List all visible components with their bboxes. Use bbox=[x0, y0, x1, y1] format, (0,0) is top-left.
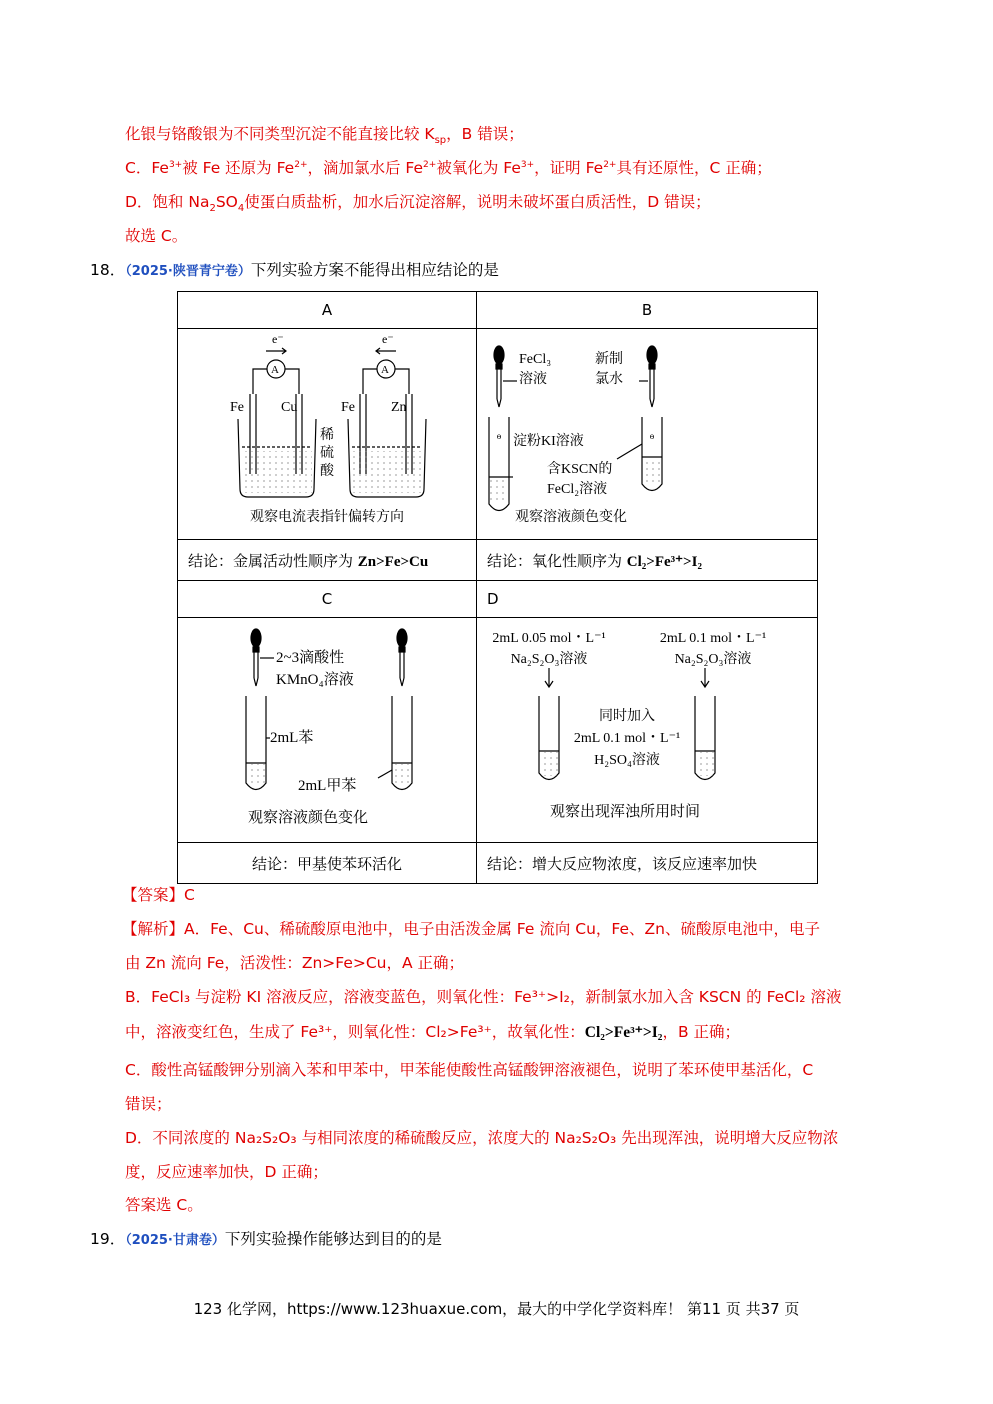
svg-text:2mL苯: 2mL苯 bbox=[270, 730, 314, 746]
question-text: 下列实验方案不能得出相应结论的是 bbox=[250, 261, 499, 279]
question-18-stem bbox=[90, 258, 499, 280]
svg-text:含KSCN的: 含KSCN的 bbox=[547, 462, 613, 477]
analysis-B1: B．FeCl₃ 与淀粉 KI 溶液反应，溶液变蓝色，则氧化性：Fe³⁺>I₂，新制氯水加入含 KSCN 的 FeCl₂ 溶液 bbox=[125, 988, 842, 1006]
conclusion-B: 结论：氧化性顺序为 Cl₂>Fe³⁺>I₂ bbox=[477, 540, 818, 581]
svg-text:Zn: Zn bbox=[391, 400, 407, 415]
analysis-B2: 中，溶液变红色，生成了 Fe³⁺，则氧化性：Cl₂>Fe³⁺，故氧化性：Cl₂>Fe³⁺>I₂，B 正确； bbox=[125, 1023, 740, 1041]
svg-text:Cu: Cu bbox=[281, 400, 298, 415]
svg-text:FeCl₂溶液: FeCl₂溶液 bbox=[547, 482, 608, 497]
svg-text:Na₂S₂O₃溶液: Na₂S₂O₃溶液 bbox=[674, 652, 752, 667]
conclusion-A: 结论：金属活动性顺序为 Zn>Fe>Cu bbox=[178, 540, 477, 581]
diagram-B bbox=[477, 329, 818, 540]
electron-label-left: e⁻ bbox=[272, 332, 284, 346]
electron-label-right: e⁻ bbox=[382, 332, 394, 346]
svg-text:Na₂S₂O₃溶液: Na₂S₂O₃溶液 bbox=[510, 652, 588, 667]
analysis-C1: C．酸性高锰酸钾分别滴入苯和甲苯中，甲苯能使酸性高锰酸钾溶液褪色，说明了苯环使甲基活化，C bbox=[125, 1061, 814, 1079]
experiment-table bbox=[177, 291, 818, 884]
svg-text:2~3滴酸性: 2~3滴酸性 bbox=[276, 650, 345, 666]
answer: 【答案】C bbox=[122, 886, 195, 904]
svg-text:KMnO₄溶液: KMnO₄溶液 bbox=[276, 672, 354, 688]
question-source: （2025·陕晋青宁卷） bbox=[125, 264, 251, 279]
header-D: D bbox=[477, 581, 818, 618]
svg-text:新制: 新制 bbox=[595, 352, 623, 367]
diagram-D bbox=[477, 618, 818, 843]
header-B: B bbox=[477, 292, 818, 329]
svg-text:Fe: Fe bbox=[230, 400, 244, 415]
prev-explanation-line1: 化银与铬酸银为不同类型沉淀不能直接比较 $K_{sp}$，B 错误； bbox=[125, 125, 524, 147]
svg-text:H₂SO₄溶液: H₂SO₄溶液 bbox=[594, 753, 660, 768]
conclusion-D: 结论：增大反应物浓度，该反应速率加快 bbox=[477, 843, 818, 884]
analysis-D1: D．不同浓度的 Na₂S₂O₃ 与相同浓度的稀硫酸反应，浓度大的 Na₂S₂O₃ 先出现浑浊，说明增大反应物浓 bbox=[125, 1129, 839, 1147]
svg-text:2mL 0.1 mol・L⁻¹: 2mL 0.1 mol・L⁻¹ bbox=[659, 631, 767, 646]
prev-explanation-line3: D．饱和 $Na_2SO_4$使蛋白质盐析，加水后沉淀溶解，说明未破坏蛋白质活性，D 错误； bbox=[125, 193, 711, 215]
svg-text:2mL 0.1 mol・L⁻¹: 2mL 0.1 mol・L⁻¹ bbox=[573, 731, 681, 746]
diagram-C bbox=[178, 618, 477, 843]
svg-text:ɵ: ɵ bbox=[649, 431, 655, 441]
svg-text:稀: 稀 bbox=[320, 428, 334, 443]
svg-text:硫: 硫 bbox=[320, 446, 334, 461]
diagram-A bbox=[178, 329, 477, 540]
svg-text:2mL 0.05 mol・L⁻¹: 2mL 0.05 mol・L⁻¹ bbox=[492, 631, 606, 646]
caption-B: 观察溶液颜色变化 bbox=[515, 510, 627, 525]
ammeter-right: A bbox=[381, 364, 389, 376]
svg-text:溶液: 溶液 bbox=[519, 372, 547, 387]
page-footer: 123 化学网，https://www.123huaxue.com，最大的中学化学资料库！ 第11 页 共37 页 bbox=[193, 1300, 800, 1318]
header-C: C bbox=[178, 581, 477, 618]
svg-text:FeCl₃: FeCl₃ bbox=[519, 352, 552, 367]
question-number: 18． bbox=[90, 261, 126, 279]
analysis-A1: 【解析】A．Fe、Cu、稀硫酸原电池中，电子由活泼金属 Fe 流向 Cu，Fe、Zn、硫酸原电池中，电子 bbox=[122, 920, 820, 938]
analysis-C2: 错误； bbox=[125, 1095, 172, 1113]
svg-text:2mL甲苯: 2mL甲苯 bbox=[298, 778, 357, 794]
svg-text:同时加入: 同时加入 bbox=[599, 709, 655, 724]
svg-text:Fe: Fe bbox=[341, 400, 355, 415]
header-A: A bbox=[178, 292, 477, 329]
caption-C: 观察溶液颜色变化 bbox=[247, 810, 369, 826]
ammeter-left: A bbox=[271, 364, 279, 376]
svg-text:淀粉KI溶液: 淀粉KI溶液 bbox=[513, 434, 584, 449]
caption-A: 观察电流表指针偏转方向 bbox=[250, 510, 404, 525]
analysis-D2: 度，反应速率加快，D 正确； bbox=[125, 1163, 328, 1181]
conclusion-C: 结论：甲基使苯环活化 bbox=[178, 843, 477, 884]
caption-D: 观察出现浑浊所用时间 bbox=[549, 804, 701, 820]
analysis-A2: 由 Zn 流向 Fe，活泼性：Zn>Fe>Cu，A 正确； bbox=[125, 954, 465, 972]
svg-text:酸: 酸 bbox=[320, 464, 334, 479]
analysis-final: 答案选 C。 bbox=[125, 1196, 203, 1214]
svg-text:氯水: 氯水 bbox=[595, 372, 623, 387]
svg-text:ɵ: ɵ bbox=[496, 431, 502, 441]
question-19-stem: 19．（2025·甘肃卷）下列实验操作能够达到目的的是 bbox=[90, 1230, 442, 1248]
prev-explanation-line2: C．$Fe^{3+}$被 Fe 还原为 $Fe^{2+}$，滴加氯水后 $Fe^{2+}$被氧化为 $Fe^{3+}$，证明 $Fe^{2+}$具有还原性，C 正确； bbox=[125, 159, 772, 177]
prev-explanation-line4: 故选 C。 bbox=[125, 227, 188, 245]
